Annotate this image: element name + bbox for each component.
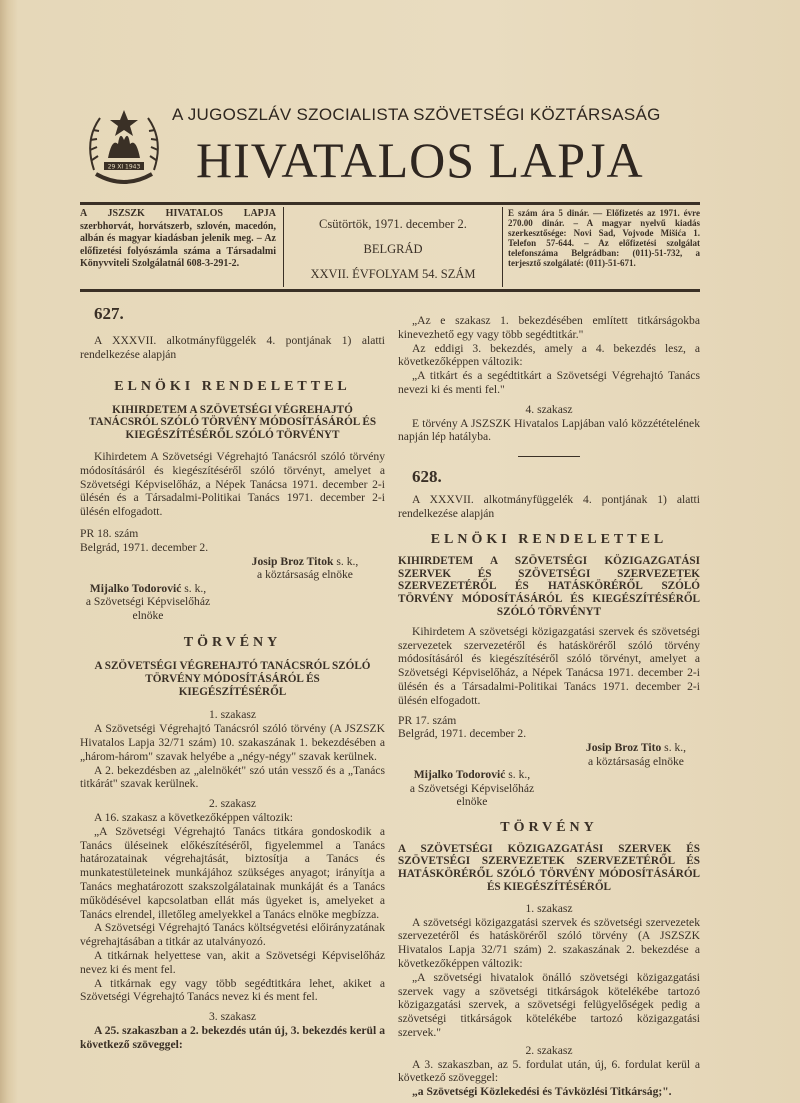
state-emblem-icon bbox=[82, 100, 166, 192]
right-column bbox=[398, 314, 700, 1099]
place-date: Belgrád, 1971. december 2. bbox=[398, 727, 527, 741]
paragraph: „a Szövetségi Közlekedési és Távközlési Titkárság;". bbox=[412, 1085, 672, 1099]
section-1 bbox=[80, 708, 385, 791]
paragraph: Kihirdetem A Szövetségi Végrehajtó Tanácsról szóló törvény módosításáról és kiegészítéséről szóló törvényt, amelyet a Szövetségi Képviselőház, a Népek Tanácsa 1971. december 2-i ülésén és a Társadalmi-Politikai Tanács 1971. december 2-i ülésén elfogadott. bbox=[80, 449, 385, 519]
law-title: TÖRVÉNY bbox=[500, 819, 598, 835]
paragraph: Az eddigi 3. bekezdés, amely a 4. bekezdés lesz, a következőképpen változik: bbox=[398, 341, 700, 369]
sk: s. k., bbox=[181, 581, 207, 595]
signer-role: a köztársaság elnöke bbox=[257, 568, 353, 582]
paragraph: „A Szövetségi Végrehajtó Tanács titkára gondoskodik a Tanács üléseinek előkészítéséről, figyelemmel a Tanács határozatainak végrehajtását, biztosítja a Tanács és munkatestületeinek munkájához szükséges anyagot; irányítja a Tanács meghatározott szakszolgálatainak munkáját és a Tanács működésével kapcsolatban ellát más ügyeket is, amelyeket a Tanács elrendel, illetőleg amelyekkel a Tanács elnöke megbízza. bbox=[80, 824, 385, 921]
pr-block bbox=[398, 714, 700, 742]
paragraph: „A szövetségi hivatalok önálló szövetségi közigazgatási szervek vagy a szövetségi titkárságok kötelékébe tartozó közigazgatási szervek, a szövetségi felügyelőségek pedig a szövetségi titkárságok kötelékébe tartozó közigazgatási szervek." bbox=[398, 970, 700, 1039]
law-title: TÖRVÉNY bbox=[183, 635, 282, 651]
signer-name: Josip Broz Tito bbox=[585, 741, 662, 755]
masthead-info-left: A JSZSZK HIVATALOS LAPJA szerbhorvát, horvátszerb, szlovén, macedón, albán és magyar kiadásban jelenik meg. – Az előfizetési folyószámla száma a Társadalmi Könyvviteli Szolgálatnál 608-3-291-2. bbox=[80, 208, 276, 269]
paragraph: A titkárnak helyettese van, akit a Szövetségi Képviselőház nevez ki és ment fel. bbox=[80, 949, 385, 976]
masthead-title: HIVATALOS LAPJA bbox=[196, 132, 644, 188]
separator-rule bbox=[518, 456, 580, 457]
section-1 bbox=[398, 902, 700, 1040]
proclamation bbox=[398, 625, 700, 708]
signer-role: a Szövetségi Képviselőház elnöke bbox=[409, 781, 535, 809]
divider bbox=[502, 207, 503, 287]
act-intro bbox=[398, 493, 700, 521]
paragraph: A titkárnak egy vagy több segédtitkára lehet, akiket a Szövetségi Végrehajtó Tanács nevez ki és ment fel. bbox=[80, 976, 385, 1004]
signature-speaker bbox=[80, 582, 216, 623]
pr-number: PR 17. szám bbox=[398, 713, 457, 727]
issue-number: XXVII. ÉVFOLYAM 54. SZÁM bbox=[310, 267, 476, 281]
signer-role: a köztársaság elnöke bbox=[588, 754, 684, 768]
signer-role: a Szövetségi Képviselőház elnöke bbox=[85, 595, 211, 622]
decree-title: ELNÖKI RENDELETTEL bbox=[430, 531, 668, 547]
decree-title: ELNÖKI RENDELETTEL bbox=[114, 378, 351, 394]
place-date: Belgrád, 1971. december 2. bbox=[80, 540, 209, 554]
paragraph: „A titkárt és a segédtitkárt a Szövetségi Végrehajtó Tanács nevezi ki és menti fel." bbox=[398, 369, 700, 396]
act-intro bbox=[80, 334, 385, 362]
proclamation bbox=[80, 450, 385, 519]
section-title: 3. szakasz bbox=[209, 1010, 256, 1024]
law-heading: A SZÖVETSÉGI VÉGREHAJTÓ TANÁCSRÓL SZÓLÓ TÖRVÉNY MÓDOSÍTÁSÁRÓL ÉS KIEGÉSZÍTÉSÉRŐL bbox=[94, 660, 371, 698]
left-column bbox=[80, 304, 385, 1052]
paragraph: A XXXVII. alkotmányfüggelék 4. pontjának 1) alatti rendelkezése alapján bbox=[80, 334, 385, 361]
sk: s. k., bbox=[505, 768, 531, 782]
paragraph: A XXXVII. alkotmányfüggelék 4. pontjának 1) alatti rendelkezése alapján bbox=[398, 493, 700, 520]
section-title: 4. szakasz bbox=[525, 402, 573, 416]
law-heading: A SZÖVETSÉGI KÖZIGAZGATÁSI SZERVEK ÉS SZÖVETSÉGI SZERVEZETEK SZERVEZETÉRŐL ÉS HATÁSKÖRÉRŐL SZÓLÓ TÖRVÉNY MÓDOSÍTÁSÁRÓL ÉS KIEGÉSZÍTÉSÉRŐL bbox=[398, 842, 700, 894]
masthead-info-right: E szám ára 5 dinár. — Előfizetés az 1971. évre 270.00 dinár. – A magyar nyelvű kiadás szerkesztősége: Novi Sad, Vojvode Mišića 1. Telefon 57-644. – Az előfizetési szolgálat telefonszáma Belgrádban: (011)-51-732, a terjesztő szolgálaté: (011)-51-671. bbox=[508, 208, 700, 268]
signature-president bbox=[230, 555, 380, 582]
decree-heading: KIHIRDETEM A SZÖVETSÉGI VÉGREHAJTÓ TANÁCSRÓL SZÓLÓ TÖRVÉNY MÓDOSÍTÁSÁRÓL ÉS KIEGÉSZÍTÉSÉRŐL SZÓLÓ TÖRVÉNYT bbox=[88, 403, 377, 442]
paragraph: E törvény A JSZSZK Hivatalos Lapjában való közzétételének napján lép hatályba. bbox=[398, 416, 700, 444]
section-2 bbox=[398, 1044, 700, 1099]
section-3 bbox=[80, 1010, 385, 1051]
signer-name: Mijalko Todorović bbox=[413, 768, 506, 782]
signatures bbox=[80, 555, 385, 623]
paragraph: A Szövetségi Végrehajtó Tanácsról szóló törvény (A JSZSZK Hivatalos Lapja 32/71 szám) 10. szakaszának 1. bekezdésében a „három-három" szavak helyébe a „négy-négy" szavak kerülnek. bbox=[80, 722, 385, 763]
issue-place: BELGRÁD bbox=[363, 242, 423, 256]
signature-speaker bbox=[398, 768, 546, 809]
paragraph: „Az e szakasz 1. bekezdésében említett titkárságokba kinevezhető egy vagy több segédtitkár." bbox=[398, 314, 700, 341]
section-title: 2. szakasz bbox=[525, 1043, 573, 1057]
masthead-rule-top bbox=[80, 202, 700, 205]
act-number: 628. bbox=[412, 467, 442, 487]
paragraph: A Szövetségi Végrehajtó Tanács költségvetési előirányzatának végrehajtásában a titkár az utalványozó. bbox=[80, 921, 385, 949]
masthead-issue-info bbox=[290, 208, 496, 287]
sk: s. k., bbox=[661, 741, 687, 755]
section-title: 1. szakasz bbox=[525, 901, 573, 915]
section-title: 1. szakasz bbox=[209, 708, 256, 722]
decree-heading: KIHIRDETEM A SZÖVETSÉGI KÖZIGAZGATÁSI SZERVEK ÉS SZÖVETSÉGI SZERVEZETEK SZERVEZETÉRŐL ÉS HATÁSKÖRÉRŐL SZÓLÓ TÖRVÉNY MÓDOSÍTÁSÁRÓL ÉS KIEGÉSZÍTÉSÉRŐL SZÓLÓ TÖRVÉNYT bbox=[398, 554, 700, 618]
paragraph: A 2. bekezdésben az „alelnökét" szó után vessző és a „Tanács titkárát" szavak kerülnek. bbox=[80, 763, 385, 791]
signer-name: Josip Broz Titok bbox=[251, 554, 334, 568]
signatures bbox=[398, 741, 700, 809]
act-number: 627. bbox=[94, 304, 124, 323]
paragraph: A 25. szakaszban a 2. bekezdés után új, 3. bekezdés kerül a következő szöveggel: bbox=[80, 1023, 385, 1051]
issue-date: Csütörtök, 1971. december 2. bbox=[319, 217, 467, 231]
masthead-supertitle: A JUGOSZLÁV SZOCIALISTA SZÖVETSÉGI KÖZTÁRSASÁG bbox=[172, 105, 661, 124]
pr-number: PR 18. szám bbox=[80, 526, 139, 540]
paragraph: A 16. szakasz a következőképpen változik: bbox=[94, 811, 293, 825]
continued-text bbox=[398, 314, 700, 397]
signature-president bbox=[572, 741, 700, 768]
signer-name: Mijalko Todorović bbox=[89, 581, 182, 595]
section-2 bbox=[80, 797, 385, 1004]
paragraph: Kihirdetem A szövetségi közigazgatási szervek és szövetségi szervezetek szervezetéről és hatásköréről szóló törvény módosításáról és kiegészítéséről szóló törvényt, amelyet a Szövetségi Képviselőház, a Népek Tanácsa 1971. december 2-i ülésén és a Társadalmi-Politikai Tanács 1971. december 2-i ülésén elfogadott. bbox=[398, 624, 700, 707]
pr-block bbox=[80, 527, 385, 555]
paragraph: A szövetségi közigazgatási szervek és szövetségi szervezetek szervezetéről és hatásköréről szóló törvény (A JSZSZK Hivatalos Lapja 32/71 szám) 2. szakaszának 2. bekezdése a következőképpen változik: bbox=[398, 915, 700, 970]
masthead-rule-bottom bbox=[80, 289, 700, 292]
section-title: 2. szakasz bbox=[209, 797, 256, 811]
svg-text:29 XI 1943: 29 XI 1943 bbox=[107, 163, 141, 171]
paragraph: A 3. szakaszban, az 5. fordulat után, új, 6. fordulat kerül a következő szöveggel: bbox=[398, 1057, 700, 1085]
section-4 bbox=[398, 403, 700, 444]
sk: s. k., bbox=[333, 554, 359, 568]
divider bbox=[283, 207, 284, 287]
